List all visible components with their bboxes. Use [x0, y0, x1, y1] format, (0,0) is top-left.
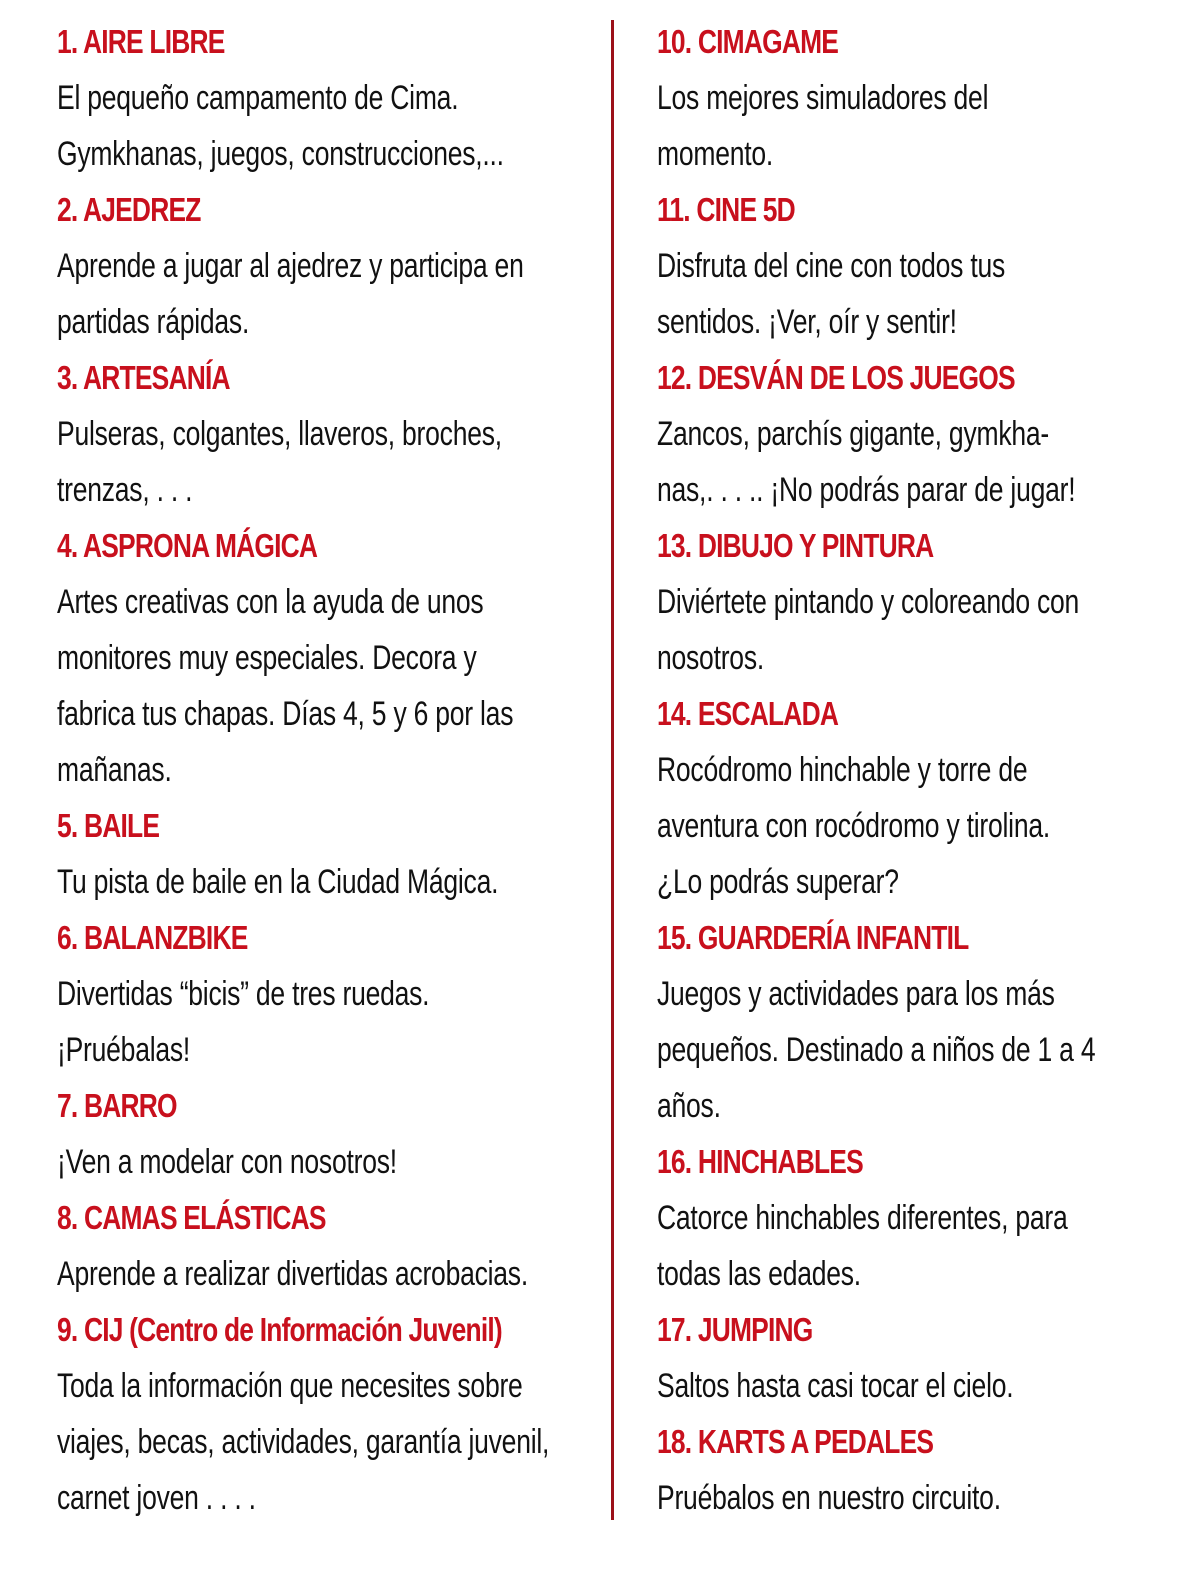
- activity-title: 2. AJEDREZ: [57, 191, 201, 228]
- column-divider: [611, 20, 614, 1520]
- activity-title: 18. KARTS A PEDALES: [657, 1423, 934, 1460]
- activity-description-line: ¡Pruébalas!: [57, 1031, 191, 1069]
- activity-title: 11. CINE 5D: [657, 191, 795, 228]
- activity-baile: [57, 798, 607, 910]
- activity-guarderia-infantil: [657, 910, 1177, 1134]
- activity-asprona-magica: [57, 518, 607, 798]
- activity-description-line: sentidos. ¡Ver, oír y sentir!: [657, 303, 957, 341]
- activity-description-line: Diviértete pintando y coloreando con: [657, 583, 1080, 621]
- activity-title: 13. DIBUJO Y PINTURA: [657, 527, 934, 564]
- activity-title: 16. HINCHABLES: [657, 1143, 863, 1180]
- activity-description-line: aventura con rocódromo y tirolina.: [657, 807, 1050, 845]
- activity-description-line: pequeños. Destinado a niños de 1 a 4: [657, 1031, 1096, 1069]
- activity-camas-elasticas: [57, 1190, 607, 1302]
- activity-description-line: Disfruta del cine con todos tus: [657, 247, 1006, 285]
- activity-description-line: Juegos y actividades para los más: [657, 975, 1055, 1013]
- activity-title: 15. GUARDERÍA INFANTIL: [657, 919, 969, 956]
- activity-title: 1. AIRE LIBRE: [57, 23, 225, 60]
- activity-description-line: monitores muy especiales. Decora y: [57, 639, 477, 677]
- activity-description-line: trenzas, . . .: [57, 471, 193, 509]
- activity-description-line: nas,. . . .. ¡No podrás parar de jugar!: [657, 471, 1076, 509]
- activity-title: 8. CAMAS ELÁSTICAS: [57, 1199, 326, 1236]
- activity-aire-libre: [57, 14, 607, 182]
- activity-title: 7. BARRO: [57, 1087, 177, 1124]
- left-column: [57, 14, 607, 1526]
- activity-balanzbike: [57, 910, 607, 1078]
- activity-title: 5. BAILE: [57, 807, 160, 844]
- activity-title: 9. CIJ (Centro de Información Juvenil): [57, 1311, 502, 1348]
- activity-cij: [57, 1302, 607, 1526]
- activity-description-line: carnet joven . . . .: [57, 1479, 256, 1517]
- activity-description-line: Pruébalos en nuestro circuito.: [657, 1479, 1001, 1517]
- activity-desvan-de-los-juegos: [657, 350, 1177, 518]
- activity-title: 14. ESCALADA: [657, 695, 839, 732]
- activity-title: 17. JUMPING: [657, 1311, 813, 1348]
- activity-description-line: El pequeño campamento de Cima.: [57, 79, 459, 117]
- activity-cimagame: [657, 14, 1177, 182]
- activity-description-line: partidas rápidas.: [57, 303, 250, 341]
- activity-jumping: [657, 1302, 1177, 1414]
- activity-description-line: años.: [657, 1087, 721, 1125]
- activity-description-line: Gymkhanas, juegos, construcciones,...: [57, 135, 504, 173]
- activity-description-line: mañanas.: [57, 751, 172, 789]
- activity-barro: [57, 1078, 607, 1190]
- activity-cine-5d: [657, 182, 1177, 350]
- activity-dibujo-y-pintura: [657, 518, 1177, 686]
- activity-description-line: fabrica tus chapas. Días 4, 5 y 6 por las: [57, 695, 514, 733]
- activity-description-line: viajes, becas, actividades, garantía juvenil,: [57, 1423, 550, 1461]
- activity-description-line: todas las edades.: [657, 1255, 861, 1293]
- activity-description-line: ¡Ven a modelar con nosotros!: [57, 1143, 397, 1181]
- activity-title: 3. ARTESANÍA: [57, 359, 230, 396]
- activity-description-line: momento.: [657, 135, 774, 173]
- activity-hinchables: [657, 1134, 1177, 1302]
- activity-description-line: Pulseras, colgantes, llaveros, broches,: [57, 415, 502, 453]
- activity-escalada: [657, 686, 1177, 910]
- activity-artesania: [57, 350, 607, 518]
- activity-karts-a-pedales: [657, 1414, 1177, 1526]
- right-column: [657, 14, 1177, 1526]
- activity-title: 12. DESVÁN DE LOS JUEGOS: [657, 359, 1015, 396]
- activity-description-line: Artes creativas con la ayuda de unos: [57, 583, 484, 621]
- activity-description-line: Aprende a jugar al ajedrez y participa en: [57, 247, 524, 285]
- activity-description-line: Rocódromo hinchable y torre de: [657, 751, 1028, 789]
- activity-description-line: Aprende a realizar divertidas acrobacias.: [57, 1255, 528, 1293]
- activity-description-line: Los mejores simuladores del: [657, 79, 989, 117]
- activity-description-line: Toda la información que necesites sobre: [57, 1367, 523, 1405]
- activity-description-line: Zancos, parchís gigante, gymkha-: [657, 415, 1049, 453]
- activity-description-line: Saltos hasta casi tocar el cielo.: [657, 1367, 1014, 1405]
- activity-title: 4. ASPRONA MÁGICA: [57, 527, 318, 564]
- activity-ajedrez: [57, 182, 607, 350]
- activity-title: 6. BALANZBIKE: [57, 919, 248, 956]
- activity-title: 10. CIMAGAME: [657, 23, 839, 60]
- activity-description-line: Divertidas “bicis” de tres ruedas.: [57, 975, 430, 1013]
- activity-description-line: nosotros.: [657, 639, 764, 677]
- activity-description-line: ¿Lo podrás superar?: [657, 863, 899, 901]
- activity-description-line: Catorce hinchables diferentes, para: [657, 1199, 1068, 1237]
- activity-description-line: Tu pista de baile en la Ciudad Mágica.: [57, 863, 499, 901]
